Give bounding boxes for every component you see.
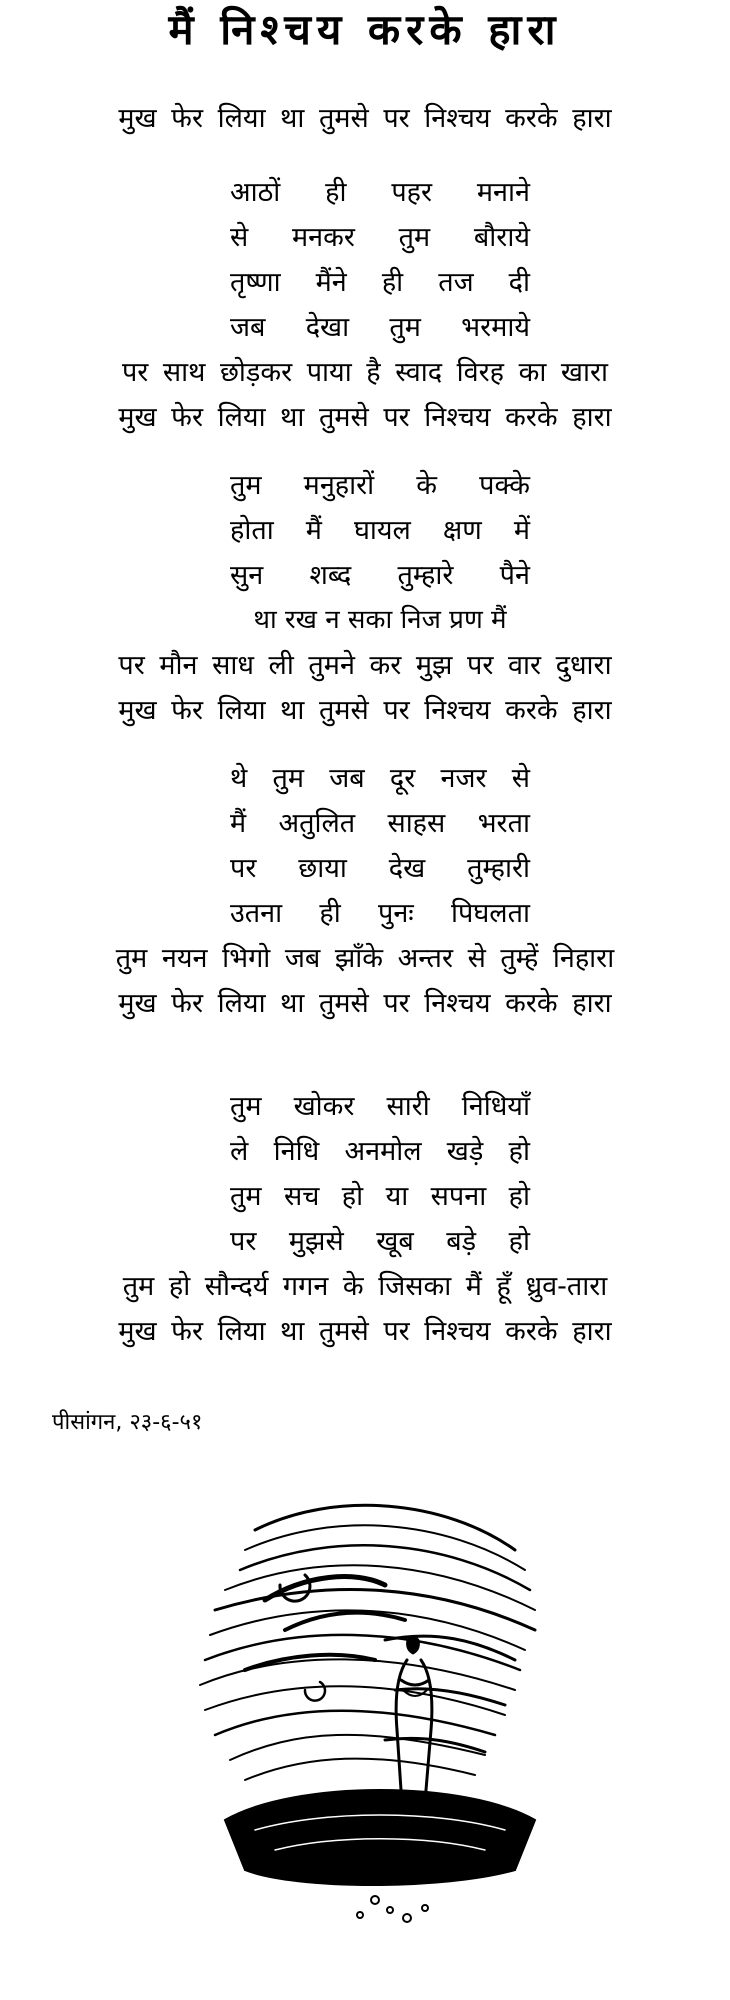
- verse-line: [230, 508, 530, 553]
- verse-word: उतना: [230, 898, 283, 929]
- verse-word: मैं: [305, 515, 322, 546]
- verse-word: तुम: [398, 222, 431, 253]
- verse-line: [230, 1129, 530, 1174]
- verse-word: तुम: [230, 1091, 262, 1122]
- verse-word: पर: [230, 1226, 257, 1257]
- verse-word: तुम: [272, 763, 305, 794]
- verse-word: पर: [230, 853, 257, 884]
- verse-word: सपना: [430, 1181, 487, 1212]
- verse-line: [230, 305, 530, 350]
- stanza-inner-verse: [200, 756, 530, 936]
- verse-word: निधियाँ: [461, 1091, 530, 1122]
- verse-word: देख: [388, 853, 426, 884]
- verse-word: मैं: [230, 808, 247, 839]
- verse-line: [230, 756, 530, 801]
- verse-word: खोकर: [293, 1091, 355, 1122]
- closing-line: पर मौन साध ली तुमने कर मुझ पर वार दुधारा: [118, 650, 612, 681]
- stanza-refrain: [0, 643, 730, 733]
- verse-word: पैने: [499, 560, 530, 591]
- verse-word: सारी: [386, 1091, 430, 1122]
- verse-word: खूब: [376, 1226, 414, 1257]
- verse-word: या: [385, 1181, 409, 1212]
- verse-line: [230, 553, 530, 598]
- verse-word: भरमाये: [461, 312, 530, 343]
- verse-word: तुम्हारे: [397, 560, 454, 591]
- verse-line: [230, 463, 530, 508]
- verse-word: मनाने: [476, 177, 530, 208]
- verse-word: हो: [508, 1181, 530, 1212]
- verse-line: [230, 891, 530, 936]
- verse-word: पिघलता: [451, 898, 530, 929]
- verse-word: पक्के: [479, 470, 530, 501]
- verse-word: के: [416, 470, 438, 501]
- verse-word: बड़े: [446, 1226, 477, 1257]
- verse-word: सुन: [230, 560, 264, 591]
- verse-word: हो: [341, 1181, 364, 1212]
- verse-line: [230, 1084, 530, 1129]
- verse-word: हो: [508, 1226, 530, 1257]
- stanza-refrain: [0, 350, 730, 440]
- verse-word: अतुलित: [278, 808, 356, 839]
- closing-line: तुम हो सौन्दर्य गगन के जिसका मैं हूँ ध्रुव-तारा: [122, 1271, 608, 1302]
- verse-word: में: [513, 515, 530, 546]
- verse-word: तृष्णा: [230, 267, 281, 298]
- verse-line: [230, 1219, 530, 1264]
- verse-word: था रख न सका निज प्रण मैं: [253, 605, 507, 635]
- stanza-1: [0, 170, 730, 440]
- verse-word: हो: [508, 1136, 530, 1167]
- verse-word: खड़े: [446, 1136, 484, 1167]
- verse-word: मुझसे: [288, 1226, 344, 1257]
- verse-line: [230, 598, 530, 643]
- stanza-refrain: [0, 1264, 730, 1354]
- place-date: पीसांगन, २३-६-५१: [52, 1410, 203, 1435]
- verse-word: बौराये: [473, 222, 530, 253]
- verse-line: [230, 1174, 530, 1219]
- verse-word: देखा: [305, 312, 350, 343]
- verse-word: जब: [230, 312, 266, 343]
- verse-word: पुनः: [377, 898, 414, 929]
- verse-word: ही: [319, 898, 341, 929]
- poem-illustration: [185, 1490, 565, 1940]
- verse-word: से: [230, 222, 249, 253]
- opening-refrain: मुख फेर लिया था तुमसे पर निश्चय करके हारा: [118, 103, 612, 134]
- verse-word: ही: [325, 177, 347, 208]
- verse-word: तज: [438, 267, 474, 298]
- figure-in-wind-drawing: [185, 1490, 565, 1940]
- stanza-inner-verse: [200, 463, 530, 643]
- verse-word: जब: [329, 763, 365, 794]
- verse-word: से: [511, 763, 530, 794]
- stanza-refrain: [0, 936, 730, 1026]
- verse-line: [230, 846, 530, 891]
- verse-word: क्षण: [442, 515, 482, 546]
- verse-word: शब्द: [309, 560, 352, 591]
- verse-word: छाया: [298, 853, 347, 884]
- refrain-line: मुख फेर लिया था तुमसे पर निश्चय करके हारा: [118, 988, 612, 1019]
- verse-word: आठों: [230, 177, 281, 208]
- verse-word: दी: [508, 267, 530, 298]
- verse-word: तुम: [230, 470, 262, 501]
- closing-line: तुम नयन भिगो जब झाँके अन्तर से तुम्हें निहारा: [115, 943, 615, 974]
- stanza-3: [0, 756, 730, 1026]
- verse-word: थे: [230, 763, 248, 794]
- stanza-4: [0, 1084, 730, 1354]
- refrain-line: मुख फेर लिया था तुमसे पर निश्चय करके हारा: [118, 402, 612, 433]
- stanza-inner-verse: [200, 1084, 530, 1264]
- verse-word: दूर: [389, 763, 416, 794]
- verse-word: होता: [230, 515, 274, 546]
- stanza-inner-verse: [200, 170, 530, 350]
- verse-word: तुम्हारी: [467, 853, 530, 884]
- verse-word: घायल: [353, 515, 411, 546]
- refrain-line: मुख फेर लिया था तुमसे पर निश्चय करके हारा: [118, 1316, 612, 1347]
- verse-word: भरता: [477, 808, 530, 839]
- verse-word: मनकर: [291, 222, 355, 253]
- verse-word: सच: [283, 1181, 320, 1212]
- verse-word: ले: [230, 1136, 249, 1167]
- verse-word: साहस: [387, 808, 446, 839]
- verse-word: निधि: [273, 1136, 320, 1167]
- verse-line: [230, 170, 530, 215]
- verse-word: मैंने: [315, 267, 347, 298]
- verse-word: ही: [381, 267, 404, 298]
- verse-word: नजर: [440, 763, 487, 794]
- verse-word: तुम: [230, 1181, 262, 1212]
- verse-line: [230, 215, 530, 260]
- closing-line: पर साथ छोड़कर पाया है स्वाद विरह का खारा: [121, 357, 609, 388]
- verse-line: [230, 801, 530, 846]
- refrain-line: मुख फेर लिया था तुमसे पर निश्चय करके हारा: [118, 695, 612, 726]
- stanza-2: [0, 463, 730, 733]
- verse-word: तुम: [389, 312, 421, 343]
- verse-word: अनमोल: [344, 1136, 422, 1167]
- verse-word: मनुहारों: [303, 470, 375, 501]
- poem-title: मैं निश्चय करके हारा: [168, 5, 562, 54]
- verse-word: पहर: [391, 177, 433, 208]
- verse-line: [230, 260, 530, 305]
